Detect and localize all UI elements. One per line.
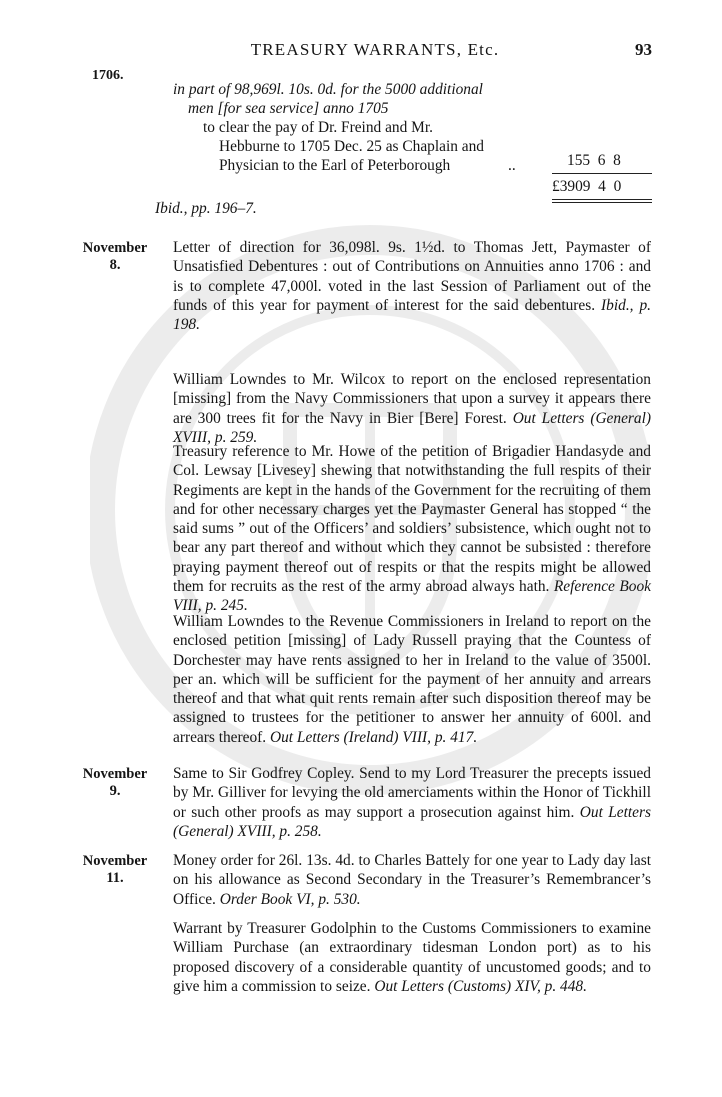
entry-paragraph <box>173 919 651 996</box>
continued-line-2: men [for sea service] anno 1705 <box>188 100 389 117</box>
entry-paragraph <box>173 370 651 447</box>
date-november-11 <box>80 853 150 887</box>
entry-amount: 155 6 8 <box>567 152 621 169</box>
entry-total: £3909 4 0 <box>552 178 622 195</box>
margin-year: 1706. <box>92 68 124 83</box>
date-day: 11. <box>106 870 124 886</box>
date-november-8 <box>80 240 150 274</box>
entry-paragraph <box>173 442 651 616</box>
date-november-9 <box>80 766 150 800</box>
entry-paragraph <box>173 238 651 334</box>
entry-reference: Order Book VI, p. 530. <box>219 890 361 908</box>
continued-line-5: Physician to the Earl of Peterborough <box>219 157 451 174</box>
ibid-line: Ibid., pp. 196–7. <box>155 200 257 217</box>
entry-reference: Out Letters (Customs) XIV, p. 448. <box>374 977 587 995</box>
entry-reference: Ibid., p. 198. <box>173 296 651 334</box>
entry-paragraph <box>173 851 651 909</box>
entry-text: Treasury reference to Mr. Howe of the petition of Brigadier Handasyde and Col. Lewsay [Livesey] shewing that notwithstanding the full respits of their Regiments are kept in the hands of the Government for the recruiting of them and for other necessary charges yet the Paymaster General has stopped “ the said sums ” out of the Officers’ and soldiers’ subsistence, which ought not to bear any part thereof and without which they cannot be subsisted : therefore praying payment thereof out of respits or that the respits might be allowed them for recruits as the rest of the army abroad always hath. <box>173 443 651 596</box>
entry-reference: Out Letters (General) XVIII, p. 258. <box>173 803 651 840</box>
continued-line-1: in part of 98,969l. 10s. 0d. for the 5000 additional <box>173 81 483 98</box>
entry-text: Same to Sir Godfrey Copley. Send to my Lord Treasurer the precepts issued by Mr. Gilliver for levying the old amerciaments within the Honor of Tickhill or such other proofs as may support a prosecution against him. <box>173 765 651 821</box>
date-day: 8. <box>109 257 121 273</box>
entry-text: Letter of direction for 36,098l. 9s. 1½d. to Thomas Jett, Paymaster of Unsatisfied Debentures : out of Contributions on Annuities anno 1706 : and is to complete 47,000l. voted in the last Session of Parliament out of the funds of this year for payment of interest for the said debentures. <box>173 239 651 314</box>
entry-paragraph <box>173 612 651 747</box>
continued-line-4: Hebburne to 1705 Dec. 25 as Chaplain and <box>219 138 484 155</box>
entry-text: Money order for 26l. 13s. 4d. to Charles Battely for one year to Lady day last on his allowance as Second Secondary in the Treasurer’s Remembrancer’s Office. <box>173 852 651 908</box>
entry-text: Warrant by Treasurer Godolphin to the Customs Commissioners to examine William Purchase (an extraordinary tidesman London port) as to his proposed discovery of a considerable quantity of uncustomed goods; and to give him a commission to seize. <box>173 920 651 995</box>
date-month: November <box>82 240 148 256</box>
entry-text: William Lowndes to Mr. Wilcox to report on the enclosed representation [missing] from the Navy Commissioners that upon a survey it appears there are 300 trees fit for the Navy in Bier [Bere] Forest. <box>173 371 651 427</box>
date-month: November <box>82 766 148 782</box>
entry-reference: Out Letters (Ireland) VIII, p. 417. <box>270 728 478 746</box>
date-day: 9. <box>109 783 121 799</box>
running-head <box>0 40 722 68</box>
entry-paragraph <box>173 764 651 841</box>
page-number: 93 <box>635 40 652 59</box>
entry-reference: Reference Book VIII, p. 245. <box>173 578 651 615</box>
total-rule-1 <box>552 199 652 200</box>
entry-reference: Out Letters (General) XVIII, p. 259. <box>173 409 652 446</box>
continued-line-3: to clear the pay of Dr. Freind and Mr. <box>203 119 433 136</box>
entry-text: William Lowndes to the Revenue Commissioners in Ireland to report on the enclosed petition [missing] of Lady Russell praying that the Countess of Dorchester may have rents assigned to her in Ireland to the value of 3500l. per an. which will be sufficient for the payment of her annuity and arrears thereof and that what quit rents remain after such disposition thereof may be assigned to trustees for the petitioner to answer her annuity of 600l. and arrears thereof. <box>173 613 651 746</box>
leader-dots: .. <box>508 157 516 174</box>
sum-rule <box>552 173 652 174</box>
total-rule-2 <box>552 202 652 203</box>
date-month: November <box>82 853 148 869</box>
page-title: TREASURY WARRANTS, Etc. <box>250 40 500 59</box>
